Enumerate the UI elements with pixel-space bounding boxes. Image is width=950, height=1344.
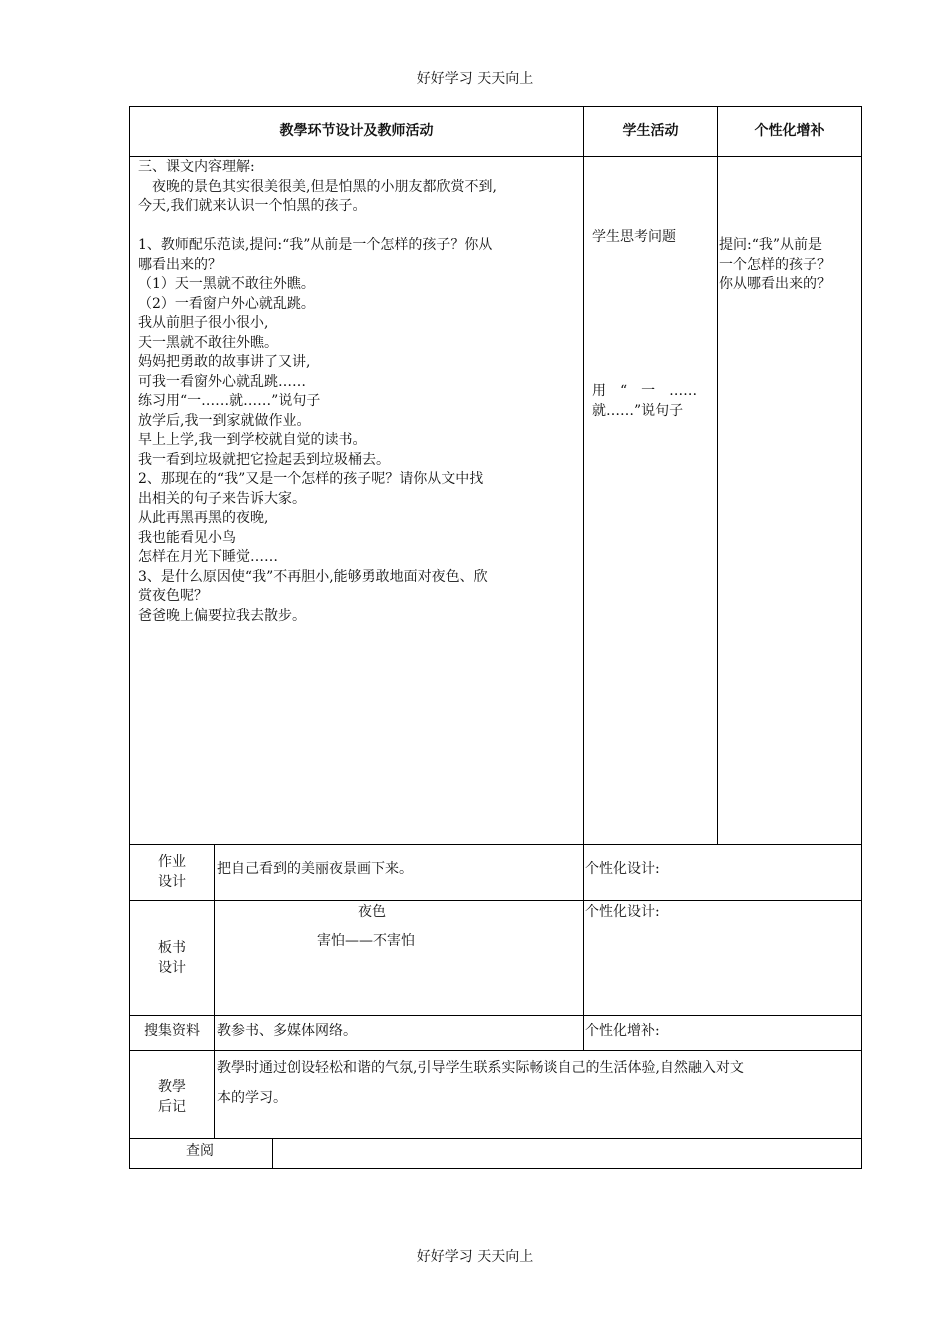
homework-label <box>130 853 214 895</box>
teacher-activity-line: 天一黑就不敢往外瞧。 <box>138 334 278 351</box>
teacher-activity-line: （1）天一黑就不敢往外瞧。 <box>138 276 315 292</box>
supplement-content <box>719 236 860 298</box>
teacher-activity-line <box>138 217 580 237</box>
postscript-content <box>217 1053 861 1137</box>
teacher-activity-line: 出相关的句子来告诉大家。 <box>138 490 306 507</box>
review-content <box>276 1142 856 1164</box>
teacher-activity-line: 今天,我们就来认识一个怕黑的孩子。 <box>138 198 367 214</box>
student-activity-think: 学生思考问题 <box>592 229 676 245</box>
postscript-label <box>130 1078 214 1120</box>
teacher-activity-line: 我也能看见小鸟 <box>138 529 236 546</box>
teacher-activity-line: 可我一看窗外心就乱跳…… <box>138 373 306 390</box>
postscript-label-line: 教學 <box>158 1079 186 1095</box>
teacher-activity-line: 爸爸晚上偏要拉我去散步。 <box>138 607 306 624</box>
teacher-activity-line: 放学后,我一到家就做作业。 <box>138 412 311 429</box>
board-personal-design: 个性化设计: <box>585 904 660 920</box>
page-header: 好好学习 天天向上 <box>416 71 534 87</box>
teacher-activity-line: 3、是什么原因使“我”不再胆小,能够勇敢地面对夜色、欣 <box>138 568 488 585</box>
postscript-label-line: 后记 <box>158 1098 186 1115</box>
teacher-activity-line: （2）一看窗户外心就乱跳。 <box>138 295 315 312</box>
postscript-line: 教學时通过创设轻松和谐的气氛,引导学生联系实际畅谈自己的生活体验,自然融入对文 <box>217 1060 744 1076</box>
homework-label-line: 设计 <box>158 873 186 890</box>
collect-personal-supplement: 个性化增补: <box>585 1023 660 1039</box>
supplement-line: 一个怎样的孩子？ <box>719 256 831 273</box>
teacher-activity-line: 1、教师配乐范读,提问:“我”从前是一个怎样的孩子？你从 <box>138 237 493 253</box>
teacher-activity-content <box>138 158 580 842</box>
teacher-activity-line: 早上上学,我一到学校就自觉的读书。 <box>138 432 367 448</box>
board-label-line: 设计 <box>158 959 186 976</box>
board-title: 夜色 <box>358 904 386 920</box>
teacher-activity-line: 2、那现在的“我”又是一个怎样的孩子呢？请你从文中找 <box>138 471 484 487</box>
teacher-activity-line: 我从前胆子很小很小, <box>138 315 269 331</box>
supplement-line: 提问:“我”从前是 <box>719 237 823 253</box>
collect-content: 教参书、多媒体网络。 <box>217 1023 357 1039</box>
teacher-activity-line: 妈妈把勇敢的故事讲了又讲, <box>138 354 311 370</box>
homework-label-line: 作业 <box>158 854 186 870</box>
teacher-activity-line: 我一看到垃圾就把它捡起丢到垃圾桶去。 <box>138 451 390 468</box>
teacher-activity-line: 从此再黑再黑的夜晚, <box>138 510 269 526</box>
teacher-activity-line: 赏夜色呢？ <box>138 588 208 604</box>
column-header-teacher: 教學环节设计及教师活动 <box>279 123 434 139</box>
student-activity-sentence <box>592 382 714 426</box>
column-header-student: 学生活动 <box>622 123 679 139</box>
teacher-activity-line: 练习用“一……就……”说句子 <box>138 393 321 409</box>
collect-label: 搜集资料 <box>144 1023 200 1039</box>
board-design-label <box>130 939 214 981</box>
board-label-line: 板书 <box>158 940 186 956</box>
homework-content: 把自己看到的美丽夜景画下来。 <box>217 861 413 877</box>
homework-personal-design: 个性化设计: <box>585 861 660 877</box>
teacher-activity-line: 怎样在月光下睡觉…… <box>138 549 278 565</box>
teacher-activity-line: 三、课文内容理解: <box>138 159 255 175</box>
column-header-supplement: 个性化增补 <box>754 123 825 139</box>
student-activity-line: 就……”说句子 <box>592 402 684 419</box>
teacher-activity-line: 哪看出来的？ <box>138 256 222 273</box>
supplement-line: 你从哪看出来的？ <box>719 276 831 292</box>
board-content: 害怕——不害怕 <box>317 933 415 949</box>
review-label: 查阅 <box>186 1143 214 1159</box>
teacher-activity-line: 夜晚的景色其实很美很美,但是怕黑的小朋友都欣赏不到, <box>138 178 497 195</box>
page-footer: 好好学习 天天向上 <box>416 1249 534 1265</box>
student-activity-line: 用 “ 一 …… <box>592 383 698 399</box>
postscript-line: 本的学习。 <box>217 1090 287 1106</box>
